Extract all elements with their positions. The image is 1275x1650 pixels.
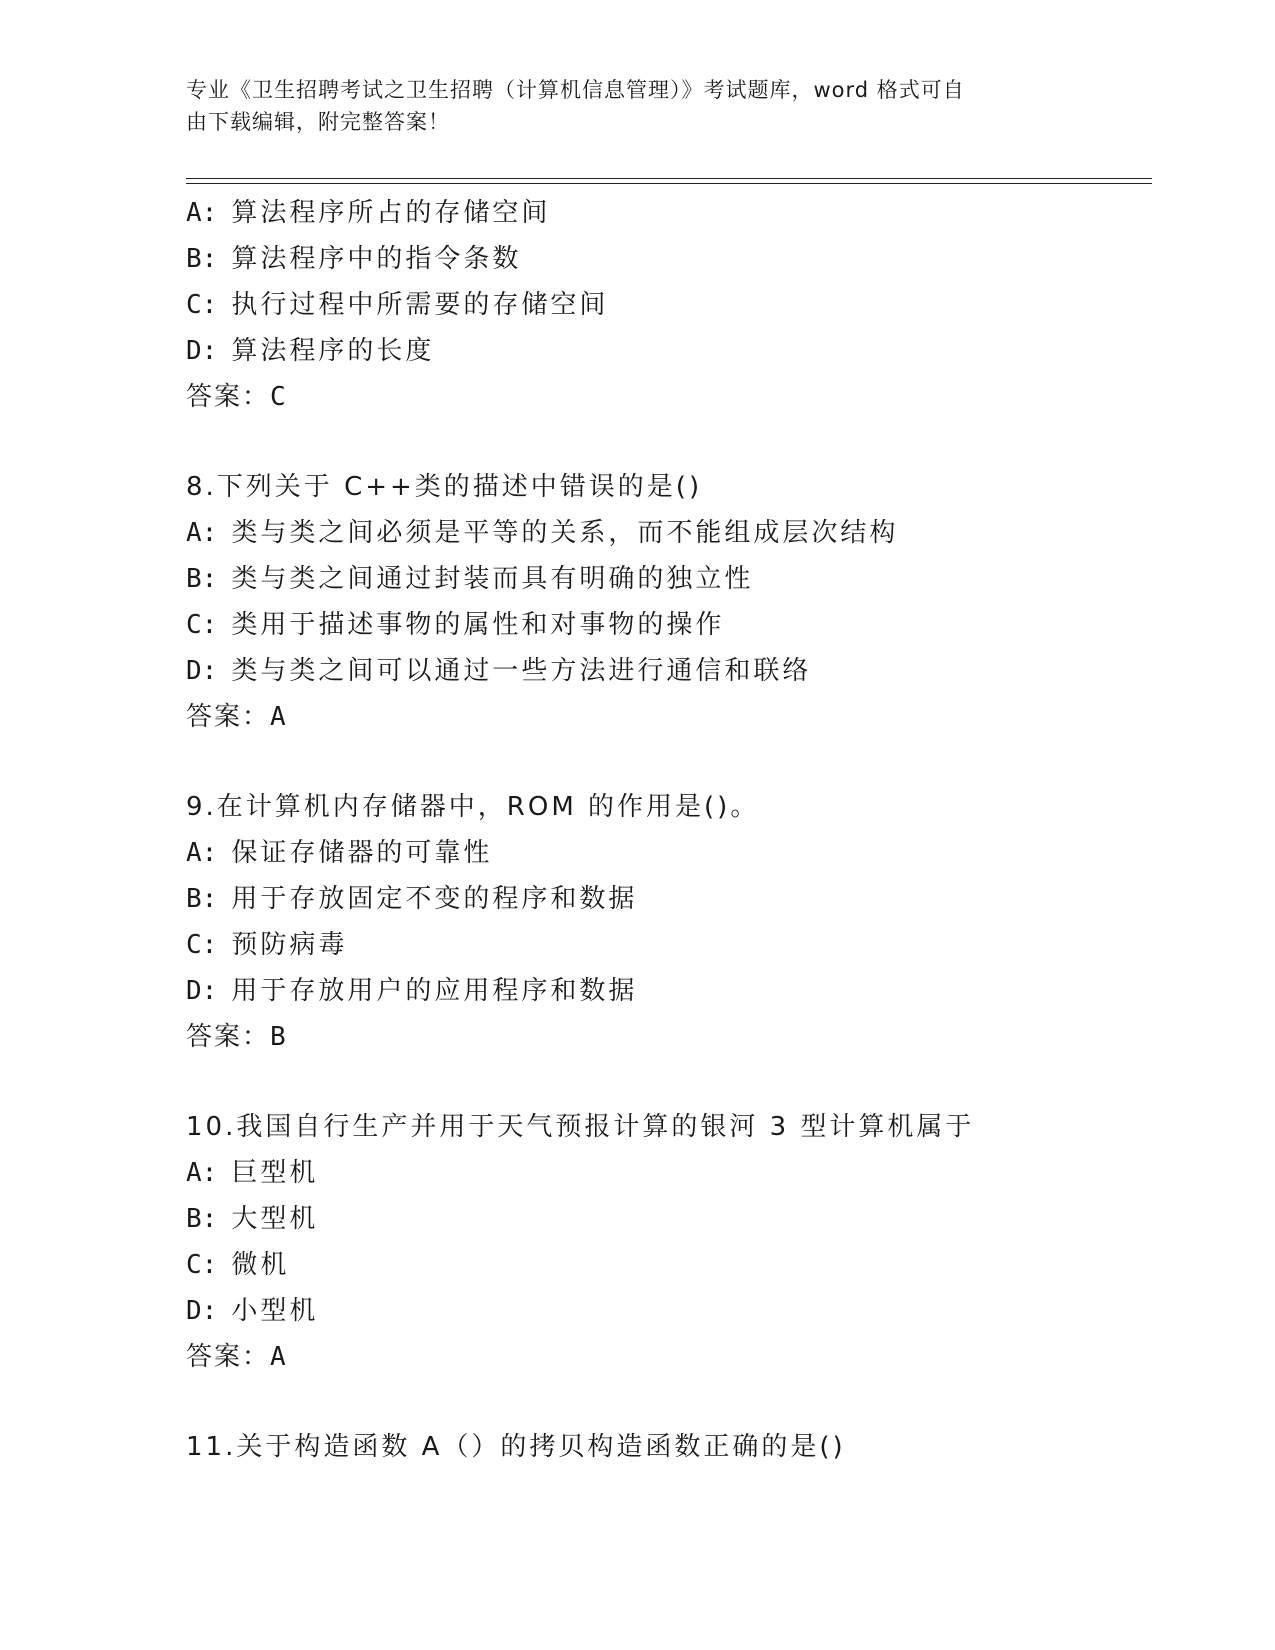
option-c: C: 预防病毒 [186,930,348,960]
question-stem: 8.下列关于 C++类的描述中错误的是() [186,472,703,502]
question-block-10 [186,1104,1152,1380]
option-c: C: 类用于描述事物的属性和对事物的操作 [186,610,725,640]
option-b: B: 用于存放固定不变的程序和数据 [186,884,638,914]
option-a: A: 类与类之间必须是平等的关系，而不能组成层次结构 [186,518,899,548]
question-block-7 [186,190,1152,420]
option-d: D: 小型机 [186,1296,319,1326]
answer-line: 答案：C [186,382,288,412]
option-b: B: 大型机 [186,1204,319,1234]
question-block-9 [186,784,1152,1060]
option-d: D: 用于存放用户的应用程序和数据 [186,976,638,1006]
option-c: C: 微机 [186,1250,290,1280]
answer-line: 答案：A [186,702,288,732]
option-d: D: 类与类之间可以通过一些方法进行通信和联络 [186,656,812,686]
header-line-1: 专业《卫生招聘考试之卫生招聘（计算机信息管理）》考试题库，word 格式可自 [186,78,965,102]
header-line-2: 由下载编辑，附完整答案！ [186,110,450,134]
option-d: D: 算法程序的长度 [186,336,435,366]
question-list [186,190,1152,1470]
option-a: A: 保证存储器的可靠性 [186,838,493,868]
answer-line: 答案：A [186,1342,288,1372]
question-stem: 9.在计算机内存储器中，ROM 的作用是()。 [186,792,760,822]
question-block-8 [186,464,1152,740]
option-b: B: 算法程序中的指令条数 [186,244,522,274]
question-stem: 11.关于构造函数 A（）的拷贝构造函数正确的是() [186,1432,846,1462]
header-divider-top [186,178,1152,179]
header-divider-bottom [186,183,1152,184]
question-block-11 [186,1424,1152,1470]
document-header [186,74,1066,138]
option-b: B: 类与类之间通过封装而具有明确的独立性 [186,564,754,594]
option-a: A: 算法程序所占的存储空间 [186,198,551,228]
option-a: A: 巨型机 [186,1158,319,1188]
option-c: C: 执行过程中所需要的存储空间 [186,290,609,320]
question-stem: 10.我国自行生产并用于天气预报计算的银河 3 型计算机属于 [186,1112,975,1142]
answer-line: 答案：B [186,1022,288,1052]
